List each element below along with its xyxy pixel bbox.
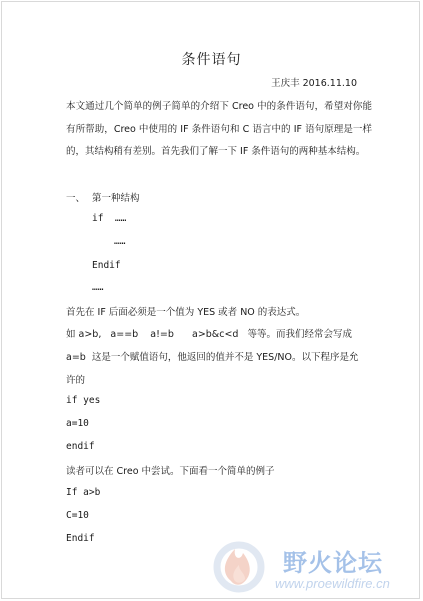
document-title: 条件语句 [181,52,242,68]
assignment-note-line-1: a=b 这是一个赋值语句，他返回的值并不是 YES/NO。以下程序是允 [66,352,359,363]
flame-logo-icon [205,535,275,597]
code-dots-line: …… [92,282,104,293]
watermark-name: 野火论坛 [283,549,383,577]
program1-endif-line: endif [66,441,95,452]
intro-paragraph: 本文通过几个简单的例子简单的介绍下 Creo 中的条件语句，希望对你能有所帮助，Creo 中使用的 IF 条件语句和 C 语言中的 IF 语句原理是一样的，其结构稍有差别。首先我们了解一下 IF 条件语句的两种基本结构。 [66,101,372,157]
section-number: 一、 [66,193,86,204]
section-title: 第一种结构 [92,193,140,204]
program1-if-line: if yes [66,395,101,406]
watermark-logo [205,535,420,597]
note-if-condition: 首先在 IF 后面必须是一个值为 YES 或者 NO 的表达式。 [66,307,306,318]
program1-assign-line: a=10 [66,418,89,429]
program2-if-line: If a>b [66,487,101,498]
code-endif-line: Endif [92,260,121,271]
try-in-creo-line: 读者可以在 Creo 中尝试。下面看一个简单的例子 [66,466,275,477]
code-body-line: …… [114,236,126,247]
code-if-line: if …… [92,213,127,224]
assignment-note-line-2: 许的 [66,375,86,386]
page-frame [1,1,420,599]
examples-line: 如 a>b, a==b a!=b a>b&c<d 等等。而我们经常会写成 [66,329,352,340]
program2-endif-line: Endif [66,533,95,544]
program2-assign-line: C=10 [66,510,89,521]
watermark-url: www.proewildfire.cn [275,576,390,591]
author-date: 王庆丰 2016.11.10 [271,78,357,89]
